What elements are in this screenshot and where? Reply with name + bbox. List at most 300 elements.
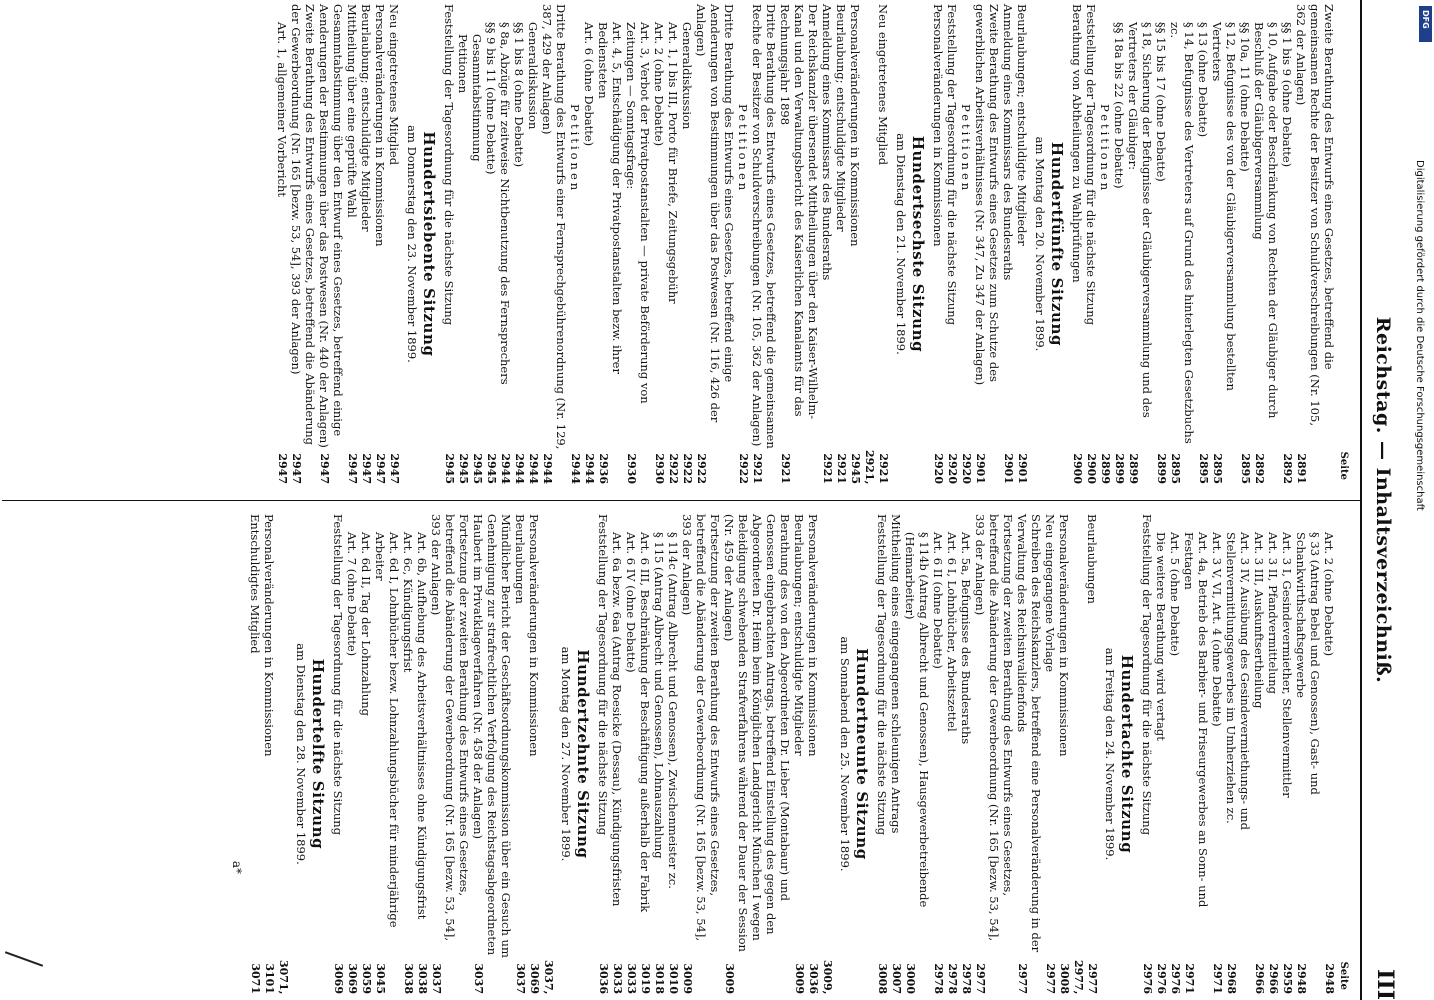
toc-entry	[513, 514, 527, 994]
toc-entry	[526, 4, 540, 484]
toc-entry-text: Art. 4a, Betrieb des Barbier- und Friseurgewerbes an Sonn- und Festtagen	[1182, 532, 1210, 908]
toc-entry-page: 3033	[625, 963, 638, 994]
toc-entry-page: 3009	[681, 963, 694, 994]
session-heading	[1033, 4, 1064, 484]
toc-entry	[484, 4, 498, 484]
toc-entry-text: Zweite Berathung des Entwurfs eines Gesetzes zum Schutze des gewerblichen Arbeitsverhältnisses (Nr. 347, Zu 347 der Anlagen)	[973, 4, 1001, 386]
toc-entry-page: 2976	[1169, 963, 1182, 994]
toc-entry	[289, 4, 317, 484]
toc-entry	[1015, 514, 1043, 994]
toc-entry	[1252, 514, 1266, 994]
toc-entry-page: 3045	[374, 963, 387, 994]
toc-entry	[568, 4, 582, 484]
session-heading	[1103, 514, 1134, 994]
toc-entry-text: Art. 6 IV (ohne Debatte)	[624, 532, 638, 673]
toc-entry	[373, 514, 401, 994]
session-heading	[559, 514, 590, 994]
toc-entry	[1168, 514, 1182, 994]
seite-heading: Seite	[1338, 961, 1349, 990]
toc-entry-text: Entschuldigtes Mitglied	[248, 514, 262, 654]
toc-entry-text: Feststellung der Tagesordnung für die nächste Sitzung	[1140, 514, 1154, 836]
toc-entry	[262, 514, 290, 994]
toc-entry-page: 3009	[723, 963, 736, 994]
session-date: am Freitag den 24. November 1899.	[1103, 647, 1117, 861]
toc-entry-page: 2921	[877, 453, 890, 484]
toc-entry-page: 2892	[1253, 453, 1266, 484]
session-heading	[294, 514, 325, 994]
toc-entry-text: Mittheilung über eine geprüfte Wahl	[345, 4, 359, 218]
toc-entry-text: § 13 (ohne Debatte)	[1196, 22, 1210, 138]
toc-entry-page: 2959	[1281, 963, 1294, 994]
toc-entry-page: 3069	[332, 963, 345, 994]
toc-entry-page: 2922	[667, 453, 680, 484]
toc-entry-page: 2944	[499, 453, 512, 484]
toc-entry-text: Fortsetzung der zweiten Berathung des Entwurfs eines Gesetzes, betreffend die Abänderung der Gewerbeordnung (Nr. 165 [bezw. 53, 54], 393 der Anlagen)	[680, 514, 722, 941]
toc-entry	[1210, 514, 1224, 994]
toc-entry-page: 2901	[1016, 453, 1029, 484]
toc-entry-text: Art. 3, Verbot der Privatpostanstalten — private Beförderung von Zeitungen — Sonntagsfrage:	[624, 22, 652, 404]
toc-entry-page: 2947	[360, 453, 373, 484]
dfg-credit-text: Digitalisierung gefördert durch die Deutsche Forschungsgemeinschaft	[1414, 160, 1425, 511]
toc-entry-text: Personalveränderungen in Kommissionen	[848, 4, 862, 247]
toc-entry-text: Gesammtabstimmung über den Entwurf eines Gesetzes, betreffend einige Aenderungen der Bestimmungen über das Postwesen (Nr. 440 der Anlagen)	[317, 4, 345, 448]
toc-entry-page: 2977	[1086, 963, 1099, 994]
toc-entry-page: 2971	[1211, 963, 1224, 994]
toc-entry	[1196, 4, 1210, 484]
toc-entry-text: Mündlicher Bericht der Geschäftsordnungskommission über ein Gesuch um Genehmigung zur strafrechtlichen Verfolgung des Reichstagsabgeordneten Haubert im Privatklageverfahren (Nr. 458 der Anlagen)	[471, 514, 513, 958]
toc-entry	[596, 4, 624, 484]
toc-entry-text: Generaldiskussion	[680, 22, 694, 130]
session-heading	[405, 4, 436, 484]
toc-entry-text: Art. 3 IV, Ausübung des Gesindevermiethungs- und Stellenvermittlungsgewerbes im Umherziehen zc.	[1224, 532, 1252, 830]
left-column	[275, 4, 1350, 484]
toc-entry	[666, 514, 680, 994]
toc-entry	[680, 4, 694, 484]
toc-entry	[1168, 4, 1196, 484]
toc-entry-text: Mittheilung eines eingegangenen schleunigen Antrags	[889, 514, 903, 834]
right-column	[230, 514, 1350, 994]
session-date: am Dienstag den 28. November 1899.	[294, 643, 308, 865]
toc-entry-page: 2895	[1169, 453, 1182, 484]
toc-entry	[1140, 514, 1154, 994]
toc-entry-page: 2944	[583, 453, 596, 484]
toc-entry-text: §§ 1 bis 8 (ohne Debatte)	[512, 22, 526, 168]
toc-entry-text: § 114c (Antrag Albrecht und Genossen), Zwischenmeister zc.	[666, 532, 680, 889]
toc-entry-text: Personalveränderungen in Kommissionen	[373, 4, 387, 247]
toc-entry	[1015, 4, 1029, 484]
toc-entry	[624, 4, 652, 484]
toc-entry-page: 3037, 3069	[528, 960, 555, 995]
toc-entry-text: Petitionen	[959, 104, 973, 194]
toc-entry-text: Feststellung der Tagesordnung für die nächste Sitzung	[945, 4, 959, 326]
toc-entry-text: Art. 6c, Kündigungsfrist	[401, 532, 415, 673]
toc-entry	[359, 514, 373, 994]
toc-entry	[345, 4, 359, 484]
toc-entry-text: Generaldiskussion	[526, 22, 540, 130]
toc-entry-page: 2922	[695, 453, 708, 484]
toc-entry	[1084, 4, 1098, 484]
toc-entry-text: Art. 3 I, Gesindevermiether, Stellenvermittler	[1280, 532, 1294, 798]
toc-entry	[1280, 4, 1294, 484]
toc-entry	[1266, 514, 1280, 994]
toc-entry	[471, 514, 513, 994]
toc-entry-page: 2922	[737, 453, 750, 484]
toc-entry-page: 2899	[1127, 453, 1140, 484]
toc-entry-text: Beurlaubungen	[1085, 514, 1099, 604]
toc-entry-page: 3007	[890, 963, 903, 994]
toc-entry-text: Dritte Berathung des Entwurfs eines Gesetzes, betreffend die gemeinsamen Rechte der Besitzer von Schuldverschreibungen (Nr. 105, 362 der Anlagen)	[750, 4, 778, 449]
toc-entry-page: 2948	[1295, 963, 1308, 994]
toc-entry	[959, 514, 973, 994]
toc-entry-text: Anmeldung eines Kommissars des Bundesraths	[820, 4, 834, 281]
session-title: Hundertzehnte Sitzung	[574, 649, 592, 859]
toc-entry	[373, 4, 387, 484]
toc-entry-page: 2977	[1044, 963, 1057, 994]
toc-entry-page: 2945	[457, 453, 470, 484]
toc-entry-text: Art. 2 (ohne Debatte)	[1322, 532, 1336, 657]
toc-entry-page: 2944	[513, 453, 526, 484]
toc-entry	[792, 514, 806, 994]
toc-entry	[470, 4, 484, 484]
toc-entry-text: Feststellung der Tagesordnung für die nächste Sitzung	[596, 514, 610, 836]
toc-entry-text: Personalveränderungen in Kommissionen	[931, 4, 945, 247]
session-title: Hundertneunte Sitzung	[853, 648, 871, 860]
toc-entry	[736, 4, 750, 484]
toc-entry	[722, 514, 792, 994]
toc-entry	[1210, 4, 1238, 484]
toc-entry	[275, 4, 289, 484]
toc-entry	[1154, 514, 1168, 994]
toc-entry-page: 2922	[681, 453, 694, 484]
toc-entry-text: Zweite Berathung des Entwurfs eines Gesetzes, betreffend die gemeinsamen Rechte der Besitzer von Schuldverschreibungen (Nr. 105, 362 der Anlagen)	[1294, 4, 1336, 426]
toc-entry-text: §§ 18a bis 22 (ohne Debatte)	[1112, 22, 1126, 189]
toc-entry-text: Art. 4, 5, Entschädigung der Privatpostanstalten bezw. ihrer Bediensteten	[596, 22, 624, 374]
toc-entry-text: Art. 5a, Befugnisse des Bundesraths	[959, 532, 973, 745]
toc-entry-text: Art. 7 (ohne Debatte)	[345, 532, 359, 657]
toc-entry	[1085, 514, 1099, 994]
toc-entry-text: Personalveränderungen in Kommissionen	[527, 514, 541, 757]
toc-entry-page: 2948	[1323, 963, 1336, 994]
toc-entry-text: Feststellung der Tagesordnung für die nächste Sitzung	[1084, 4, 1098, 326]
toc-entry	[875, 514, 889, 994]
toc-entry-page: 2921	[821, 453, 834, 484]
toc-entry-page: 3038	[416, 963, 429, 994]
toc-entry-text: Petitionen	[568, 104, 582, 194]
toc-entry	[1001, 4, 1015, 484]
toc-entry-text: Art. 3 V, VI, Art. 4 (ohne Debatte)	[1210, 532, 1224, 727]
toc-entry	[931, 4, 945, 484]
session-title: Hundertsechste Sitzung	[909, 135, 927, 353]
toc-entry-page: 2976	[1141, 963, 1154, 994]
toc-entry-page: 3071, 3101	[263, 960, 290, 995]
toc-entry	[415, 514, 429, 994]
toc-entry-text: Art. 5 (ohne Debatte)	[1168, 532, 1182, 657]
toc-entry-text: Berathung von Abtheilungen zu Wahlprüfungen	[1070, 4, 1084, 283]
toc-entry-text: Art. 6d II, Tag der Lohnzahlung	[359, 532, 373, 716]
toc-entry-text: Art. 6 I, Lohnbücher, Arbeitszettel	[945, 532, 959, 732]
toc-entry-text: Art. 6d I, Lohnbücher bezw. Lohnzahlungsbücher für minderjährige Arbeiter	[373, 532, 401, 928]
toc-entry-page: 2947	[374, 453, 387, 484]
toc-entry-text: Art. 3 III, Auskunftsertheilung	[1252, 532, 1266, 709]
toc-entry-text: Zweite Berathung des Entwurfs eines Gesetzes, betreffend die Abänderung der Gewerbeordnung (Nr. 165 [bezw. 53, 54], 393 der Anlagen)	[289, 4, 317, 445]
column-divider	[2, 500, 1362, 501]
toc-entry	[1154, 4, 1168, 484]
toc-entry-page: 2920	[946, 453, 959, 484]
toc-entry	[345, 514, 359, 994]
toc-entry	[694, 4, 736, 484]
session-heading	[894, 4, 925, 484]
toc-entry-text: Art. 6 (ohne Debatte)	[582, 22, 596, 147]
toc-entry-text: Feststellung der Tagesordnung für die nächste Sitzung	[442, 4, 456, 326]
toc-entry	[820, 4, 834, 484]
toc-entry-page: 2966	[1267, 963, 1280, 994]
toc-entry-text: § 114b (Antrag Albrecht und Genossen), Hausgewerbetreibende (Heimarbeiter)	[903, 532, 931, 908]
toc-entry-text: Die weitere Berathung wird vertagt	[1154, 532, 1168, 741]
toc-entry-page: 2978	[932, 963, 945, 994]
toc-entry-text: Beurlaubung; entschuldigte Mitglieder	[359, 4, 373, 232]
toc-entry-page: 2921	[779, 453, 792, 484]
toc-entry-text: Beurlaubungen; entschuldigte Mitglieder	[792, 514, 806, 756]
toc-entry-page: 2944	[527, 453, 540, 484]
toc-entry-text: § 18, Sicherung der Befugnisse der Gläubigerversammlung und des Vertreters der Gläubiger:	[1126, 22, 1154, 418]
toc-entry	[973, 4, 1001, 484]
toc-entry	[931, 514, 945, 994]
toc-entry-page: 2930	[653, 453, 666, 484]
toc-entry-text: Art. 6a bezw. 6aa (Antrag Roesicke (Dessau), Kündigungsfristen	[610, 532, 624, 907]
toc-entry	[806, 514, 834, 994]
toc-entry	[1238, 4, 1252, 484]
toc-entry-text: § 8a, Abzüge für zeitweise Nichtbenutzung des Fernsprechers	[498, 22, 512, 385]
toc-entry	[903, 514, 931, 994]
toc-entry	[1280, 514, 1294, 994]
toc-entry	[456, 4, 470, 484]
toc-entry	[596, 514, 610, 994]
toc-entry	[1224, 514, 1252, 994]
dfg-logo-text: DFG	[1421, 10, 1430, 29]
toc-entry-text: § 14, Befugnisse des Vertreters auf Grund des hinterlegten Gesetzbuchs zc.	[1168, 22, 1196, 444]
toc-entry	[248, 514, 262, 994]
toc-entry	[498, 4, 512, 484]
toc-entry	[848, 4, 876, 484]
toc-entry-text: Dritte Berathung des Entwurfs einer Fernsprechgebührenordnung (Nr. 129, 387, 429 der Anlagen)	[540, 4, 568, 450]
toc-entry-page: 3009	[793, 963, 806, 994]
toc-entry-page: 2978	[960, 963, 973, 994]
digitization-credit	[1416, 0, 1434, 1000]
toc-entry	[610, 514, 624, 994]
toc-entry-text: Gesammtabstimmung	[470, 34, 484, 162]
toc-entry-text: Art. 6 II (ohne Debatte)	[931, 532, 945, 669]
session-title: Hundertsiebente Sitzung	[420, 131, 438, 357]
toc-entry	[1182, 514, 1210, 994]
toc-entry-page: 3037	[472, 963, 485, 994]
toc-entry-page: 3037	[514, 963, 527, 994]
toc-entry-page: 2901	[1002, 453, 1015, 484]
toc-entry	[834, 4, 848, 484]
toc-entry-text: Personalveränderungen in Kommissionen	[1057, 514, 1071, 757]
toc-entry-text: Beurlaubung; entschuldigte Mitglieder	[834, 4, 848, 232]
toc-entry-page: 3000	[904, 963, 917, 994]
dfg-logo	[1419, 6, 1432, 42]
toc-entry	[1043, 514, 1057, 994]
page-title: Reichstag. — Inhaltsverzeichniß.	[1372, 316, 1394, 684]
toc-entry	[1294, 4, 1336, 484]
toc-entry-text: § 12, Befugnisse des von der Gläubigerversammlung bestellten Vertreters	[1210, 22, 1238, 391]
toc-entry-page: 3036	[597, 963, 610, 994]
toc-entry-page: 2966	[1253, 963, 1266, 994]
toc-entry-page: 2901	[974, 453, 987, 484]
toc-entry-text: Fortsetzung der zweiten Berathung des Entwurfs eines Gesetzes, betreffend die Abänderung der Gewerbeordnung (Nr. 165 [bezw. 53, 54], 393 der Anlagen)	[973, 514, 1015, 941]
toc-entry	[442, 4, 456, 484]
toc-entry-text: Art. 3 II, Pfandvermittelung	[1266, 532, 1280, 695]
toc-entry-page: 2900	[1071, 453, 1084, 484]
session-title: Hundertachte Sitzung	[1118, 654, 1136, 854]
toc-entry-page: 2977	[974, 963, 987, 994]
toc-entry-page: 2978	[946, 963, 959, 994]
toc-entry-text: Dritte Berathung des Entwurfs eines Gesetzes, betreffend einige Aenderungen von Bestimmungen über das Postwesen (Nr. 116, 426 der Anlagen)	[694, 4, 736, 423]
toc-entry-text: Feststellung der Tagesordnung für die nächste Sitzung	[331, 514, 345, 836]
toc-entry-text: Petitionen	[456, 34, 470, 94]
toc-entry-text: Petitionen	[1098, 104, 1112, 194]
toc-entry-page: 2899	[1099, 453, 1112, 484]
toc-entry	[1098, 4, 1112, 484]
signature-mark: a*	[230, 860, 244, 874]
toc-entry-page: 2921, 2945	[849, 450, 876, 485]
toc-entry-page: 2977, 3008	[1058, 960, 1085, 995]
toc-entry	[1112, 4, 1126, 484]
toc-entry	[945, 514, 959, 994]
toc-entry-page: 2895	[1211, 453, 1224, 484]
toc-entry-page: 2921	[751, 453, 764, 484]
toc-entry-page: 3033	[611, 963, 624, 994]
toc-entry-page: 3037	[430, 963, 443, 994]
toc-entry-text: Personalveränderungen in Kommissionen	[806, 514, 820, 757]
toc-entry	[527, 514, 555, 994]
toc-entry	[876, 4, 890, 484]
toc-entry-page: 2895	[1197, 453, 1210, 484]
toc-entry-page: 2920	[960, 453, 973, 484]
toc-entry-page: 2947	[290, 453, 303, 484]
toc-entry-text: § 10, Aufgabe oder Beschränkung von Rechten der Gläubiger durch Beschluß der Gläubigerversammlung	[1252, 22, 1280, 419]
toc-entry-page: 2947	[276, 453, 289, 484]
toc-entry-text: Art. 2 (ohne Debatte)	[652, 22, 666, 147]
toc-entry-page: 3009, 3036	[807, 960, 834, 995]
toc-entry	[666, 4, 680, 484]
toc-entry-page: 2899	[1113, 453, 1126, 484]
toc-entry-text: Petitionen	[736, 104, 750, 194]
toc-entry-page: 3010	[667, 963, 680, 994]
toc-entry-text: §§ 9 bis 11 (ohne Debatte)	[484, 22, 498, 175]
session-date: am Montag den 20. November 1899.	[1033, 136, 1047, 352]
toc-entry	[1322, 514, 1336, 994]
toc-entry-page: 2891	[1295, 453, 1308, 484]
seite-heading: Seite	[1338, 451, 1349, 480]
toc-entry	[959, 4, 973, 484]
toc-entry-page: 2921	[835, 453, 848, 484]
toc-entry-text: Art. 6 III, Beschränkung der Beschäftigung außerhalb der Fabrik	[638, 532, 652, 913]
toc-entry-page: 2899	[1155, 453, 1168, 484]
toc-entry-text: Neu eingetretenes Mitglied	[876, 4, 890, 166]
session-date: am Montag den 27. November 1899.	[559, 646, 573, 862]
toc-entry-page: 3019	[639, 963, 652, 994]
toc-entry-page: 2947	[346, 453, 359, 484]
toc-entry-page: 3038	[402, 963, 415, 994]
toc-entry-text: Art. 1, I bis III, Porto für Briefe, Zeitungsgebühr	[666, 22, 680, 304]
toc-entry-page: 2900	[1085, 453, 1098, 484]
toc-entry	[512, 4, 526, 484]
toc-entry	[973, 514, 1015, 994]
toc-entry-text: Art. 1, allgemeiner Vorbericht	[275, 22, 289, 197]
toc-entry-page: 2971	[1183, 963, 1196, 994]
toc-entry	[652, 4, 666, 484]
page-header	[1366, 0, 1406, 1000]
toc-entry	[778, 4, 820, 484]
toc-entry-page: 2945	[471, 453, 484, 484]
toc-entry-page: 2936	[597, 453, 610, 484]
toc-entry	[359, 4, 373, 484]
toc-entry-page: 2947	[388, 453, 401, 484]
toc-entry	[331, 514, 345, 994]
toc-entry-text: §§ 15 bis 17 (ohne Debatte)	[1154, 22, 1168, 182]
session-date: am Sonnabend den 25. November 1899.	[838, 636, 852, 872]
toc-entry-page: 2977	[1016, 963, 1029, 994]
toc-entry-text: Schreiben des Reichskanzlers, betreffend eine Personalveränderung in der Verwaltung des Reichsinvalidenfonds	[1015, 514, 1043, 953]
toc-entry	[638, 514, 652, 994]
session-date: am Dienstag den 21. November 1899.	[894, 133, 908, 355]
toc-entry-text: Neu eingegangene Vorlage	[1043, 514, 1057, 673]
session-title: Hundertelfte Sitzung	[309, 658, 327, 850]
toc-entry-text: Neu eingetretenes Mitglied	[387, 4, 401, 166]
toc-entry-page: 2930	[625, 453, 638, 484]
toc-entry-text: Beurlaubungen	[513, 514, 527, 604]
toc-entry-page: 2944	[569, 453, 582, 484]
toc-entry-page: 3071	[249, 963, 262, 994]
toc-entry	[1057, 514, 1085, 994]
toc-entry-page: 3069	[346, 963, 359, 994]
session-date: am Donnerstag den 23. November 1899.	[405, 125, 419, 363]
toc-entry	[1070, 4, 1084, 484]
toc-entry-text: Feststellung der Tagesordnung für die nächste Sitzung	[875, 514, 889, 836]
toc-entry	[1252, 4, 1280, 484]
toc-entry-text: Berathung des von den Abgeordneten Dr. Lieber (Montabaur) und Genossen eingebrachten Antrags, betreffend Einstellung des gegen den Abgeordneten Dr. Heim beim Königlichen Landgericht München I wegen Beleidigung schwebenden Strafverfahrens während der Dauer der Session (Nr. 459 der Anlagen)	[722, 514, 792, 952]
toc-entry-page: 2968	[1225, 963, 1238, 994]
toc-entry	[401, 514, 415, 994]
toc-entry	[317, 4, 345, 484]
toc-entry-text: Anmeldung eines Kommissars des Bundesraths	[1001, 4, 1015, 281]
toc-entry	[750, 4, 778, 484]
toc-entry-text: Art. 6b, Aufhebung des Arbeitsverhältnisses ohne Kündigungsfrist	[415, 532, 429, 920]
toc-entry	[945, 4, 959, 484]
toc-entry	[1294, 514, 1322, 994]
toc-entry-text: Fortsetzung der zweiten Berathung des Entwurfs eines Gesetzes, betreffend die Abänderung der Gewerbeordnung (Nr. 165 [bezw. 53, 54], 393 der Anlagen)	[429, 514, 471, 941]
toc-entry-text: §§ 10a, 11 (ohne Debatte)	[1238, 22, 1252, 172]
toc-entry-text: Der Reichskanzler übersendet Mittheilungen über den Kaiser-Wilhelm-Kanal und den Verwaltungsbericht des Kaiserlichen Kanalamts für das Rechnungsjahr 1898	[778, 4, 820, 420]
toc-entry-text: § 33 (Antrag Bebel und Genossen), Gast- und Schankwirthschaftsgewerbe	[1294, 532, 1322, 795]
toc-entry-page: 2945	[443, 453, 456, 484]
toc-entry-page: 2945	[485, 453, 498, 484]
toc-entry-text: §§ 1 bis 9 (ohne Debatte)	[1280, 22, 1294, 168]
page-number: III	[1372, 969, 1398, 1000]
toc-entry-page: 2895	[1239, 453, 1252, 484]
toc-entry-page: 3018	[653, 963, 666, 994]
toc-entry	[1126, 4, 1154, 484]
toc-entry	[429, 514, 471, 994]
toc-entry-text: § 115 (Antrag Albrecht und Genossen), Lohnauszahlung	[652, 532, 666, 859]
session-title: Hundertfünfte Sitzung	[1048, 141, 1066, 347]
toc-entry-page: 2944	[541, 453, 554, 484]
session-heading	[838, 514, 869, 994]
toc-entry	[540, 4, 568, 484]
toc-entry	[387, 4, 401, 484]
